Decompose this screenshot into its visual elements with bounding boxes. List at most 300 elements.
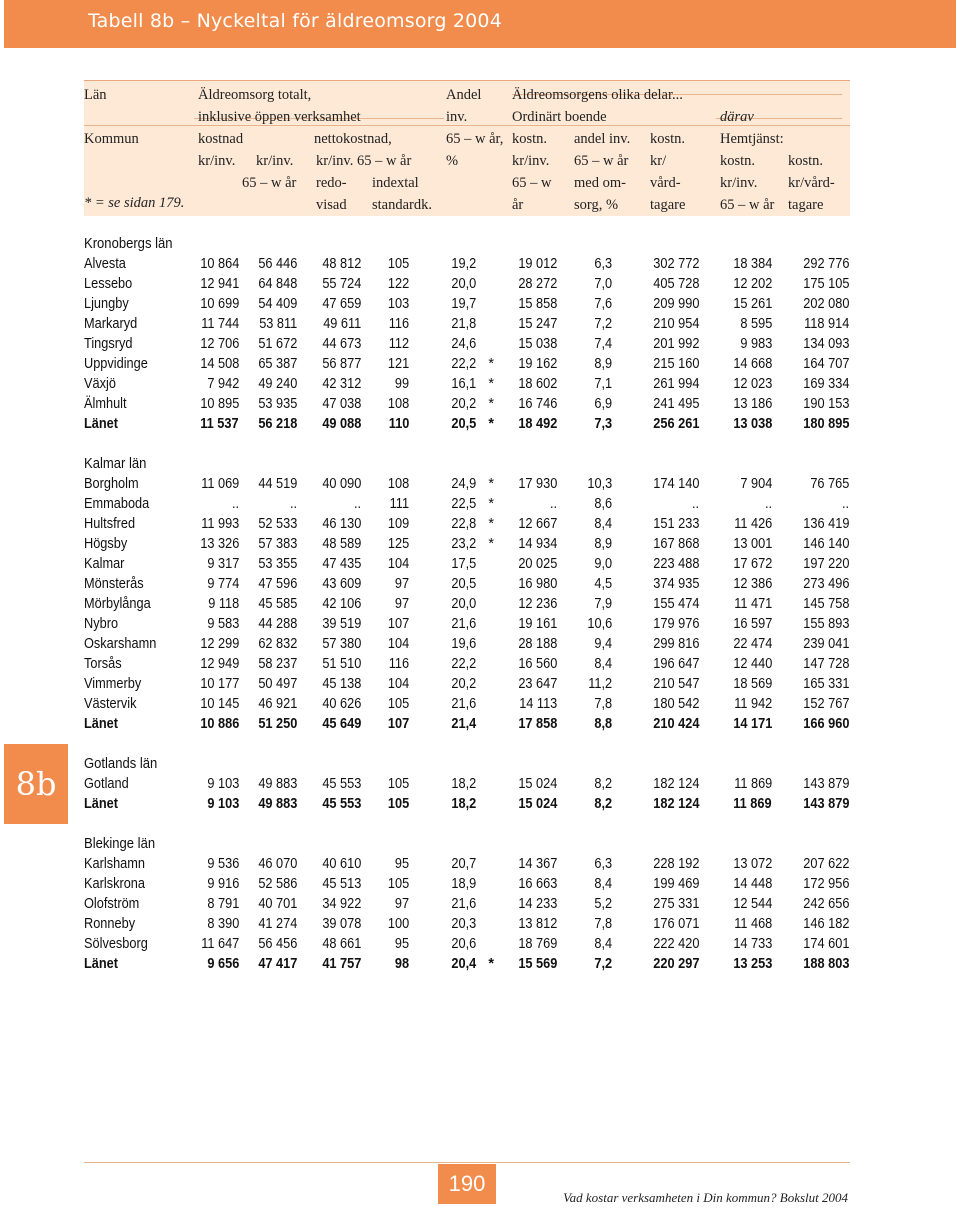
- cell-value: 143 879: [802, 796, 849, 812]
- header-kostn-4: kostn.: [788, 153, 824, 169]
- cell-value: 11 993: [200, 516, 239, 532]
- cell-value: 10 145: [199, 696, 239, 712]
- cell-value: 8,9: [594, 356, 612, 372]
- header-kr-inv-2: kr/inv.: [256, 153, 294, 169]
- cell-value: 45 553: [321, 796, 361, 812]
- cell-value: 10 177: [199, 676, 239, 692]
- kommun-name: Länet: [84, 956, 119, 972]
- cell-value: 51 510: [321, 656, 361, 672]
- cell-value: 116: [388, 316, 409, 332]
- cell-value: 40 090: [321, 476, 361, 492]
- cell-value: 14 233: [517, 896, 557, 912]
- region-title: Kronobergs län: [84, 236, 173, 252]
- cell-value: 182 124: [652, 776, 699, 792]
- kommun-name: Kalmar: [84, 556, 125, 572]
- cell-value: 19 162: [517, 356, 557, 372]
- cell-value: 165 331: [802, 676, 849, 692]
- kommun-name: Nybro: [84, 616, 119, 632]
- cell-value: 49 883: [257, 776, 297, 792]
- cell-value: 105: [387, 796, 409, 812]
- header-kostnad: kostnad: [198, 131, 244, 147]
- cell-value: 8,6: [594, 496, 612, 512]
- footer-text: Vad kostar verksamheten i Din kommun? Bokslut 2004: [563, 1190, 848, 1205]
- cell-value: 12 941: [199, 276, 239, 292]
- cell-value: 9 118: [208, 596, 239, 612]
- cell-value: 8,2: [594, 776, 612, 792]
- cell-value: 57 383: [257, 536, 297, 552]
- cell-value: 22,2: [451, 656, 476, 672]
- cell-value: 7 942: [207, 376, 239, 392]
- cell-value: 174 140: [652, 476, 699, 492]
- cell-value: 47 038: [321, 396, 361, 412]
- cell-value: 146 140: [802, 536, 849, 552]
- page-title: Tabell 8b – Nyckeltal för äldreomsorg 2004: [88, 10, 503, 32]
- cell-value: 103: [387, 296, 409, 312]
- header-tagare-1: tagare: [650, 197, 686, 213]
- kommun-name: Oskarshamn: [84, 636, 157, 652]
- cell-value: 201 992: [652, 336, 699, 352]
- cell-value: 18,2: [451, 796, 476, 812]
- cell-value: 405 728: [652, 276, 699, 292]
- cell-value: 145 758: [802, 596, 849, 612]
- kommun-name: Lessebo: [84, 276, 133, 292]
- cell-value: 9 656: [207, 956, 239, 972]
- cell-value: 18 384: [732, 256, 772, 272]
- cell-value: 42 106: [321, 596, 361, 612]
- cell-value: 22,5: [451, 496, 476, 512]
- section-tab: 8b: [4, 744, 68, 824]
- cell-value: ..: [841, 496, 849, 512]
- cell-value: 12 236: [517, 596, 557, 612]
- cell-value: 23,2: [451, 536, 476, 552]
- header-aldreomsorg-totalt: Äldreomsorg totalt,: [198, 87, 312, 103]
- cell-value: 10 864: [199, 256, 239, 272]
- cell-value: 12 949: [199, 656, 239, 672]
- table-row: [84, 376, 854, 396]
- cell-value: 24,9: [451, 476, 476, 492]
- cell-value: 155 893: [802, 616, 849, 632]
- header-kostn-3: kostn.: [720, 153, 756, 169]
- cell-value: 14 448: [732, 876, 772, 892]
- header-darav: därav: [720, 109, 754, 125]
- header-visad: visad: [316, 197, 347, 213]
- cell-value: 8 791: [207, 896, 239, 912]
- cell-value: 209 990: [652, 296, 699, 312]
- cell-value: 143 879: [802, 776, 849, 792]
- cell-value: 164 707: [802, 356, 849, 372]
- cell-value: 7,2: [594, 316, 612, 332]
- header-redo: redo-: [316, 175, 347, 191]
- cell-value: 11 647: [200, 936, 239, 952]
- cell-value: 22,2: [451, 356, 476, 372]
- table-row: [84, 576, 854, 596]
- cell-value: 42 312: [321, 376, 361, 392]
- cell-value: 22,8: [451, 516, 476, 532]
- cell-value: 105: [387, 696, 409, 712]
- cell-value: 122: [387, 276, 409, 292]
- footnote-marker: *: [488, 416, 494, 432]
- cell-value: 17 930: [517, 476, 557, 492]
- cell-value: 108: [387, 396, 409, 412]
- cell-value: 155 474: [652, 596, 699, 612]
- header-hemtjanst: Hemtjänst:: [720, 131, 784, 147]
- cell-value: 23 647: [517, 676, 557, 692]
- cell-value: 56 446: [257, 256, 297, 272]
- cell-value: ..: [549, 496, 557, 512]
- cell-value: 98: [394, 956, 409, 972]
- cell-value: 6,9: [594, 396, 612, 412]
- cell-value: 99: [394, 376, 409, 392]
- cell-value: 19 012: [517, 256, 557, 272]
- cell-value: 8,4: [594, 656, 612, 672]
- footnote-marker: *: [488, 476, 494, 492]
- cell-value: 180 895: [802, 416, 849, 432]
- cell-value: 8 595: [740, 316, 772, 332]
- table-row: [84, 616, 854, 636]
- cell-value: 11 069: [200, 476, 239, 492]
- cell-value: 40 610: [321, 856, 361, 872]
- table-row: [84, 916, 854, 936]
- cell-value: 20,5: [451, 416, 476, 432]
- cell-value: 8,4: [594, 516, 612, 532]
- cell-value: 12 440: [732, 656, 772, 672]
- kommun-name: Markaryd: [84, 316, 138, 332]
- table-row: [84, 256, 854, 276]
- cell-value: 239 041: [802, 636, 849, 652]
- cell-value: 13 812: [517, 916, 557, 932]
- cell-value: 176 071: [652, 916, 699, 932]
- cell-value: 43 609: [321, 576, 361, 592]
- cell-value: 10 886: [199, 716, 239, 732]
- cell-value: 39 519: [321, 616, 361, 632]
- cell-value: 44 673: [321, 336, 361, 352]
- cell-value: 46 130: [321, 516, 361, 532]
- table-row: [84, 876, 854, 896]
- cell-value: 12 202: [732, 276, 772, 292]
- cell-value: 15 569: [517, 956, 557, 972]
- cell-value: ..: [691, 496, 699, 512]
- cell-value: 40 626: [321, 696, 361, 712]
- cell-value: 166 960: [802, 716, 849, 732]
- cell-value: 7,8: [594, 696, 612, 712]
- cell-value: 14 668: [732, 356, 772, 372]
- cell-value: 9 983: [740, 336, 772, 352]
- cell-value: 20,3: [451, 916, 476, 932]
- table-row: [84, 476, 854, 496]
- cell-value: 65 387: [257, 356, 297, 372]
- header-65w-ar-3: 65 – w år: [720, 197, 775, 213]
- kommun-name: Tingsryd: [84, 336, 133, 352]
- cell-value: 11 869: [733, 796, 772, 812]
- cell-value: 19,6: [451, 636, 476, 652]
- cell-value: 172 956: [802, 876, 849, 892]
- cell-value: 47 659: [321, 296, 361, 312]
- cell-value: 13 326: [199, 536, 239, 552]
- cell-value: 49 240: [257, 376, 297, 392]
- header-andel-inv: andel inv.: [574, 131, 631, 147]
- table-row: [84, 336, 854, 356]
- footnote-marker: *: [488, 396, 494, 412]
- cell-value: 107: [387, 716, 409, 732]
- cell-value: 18 769: [517, 936, 557, 952]
- cell-value: 7,2: [594, 956, 612, 972]
- cell-value: 15 261: [732, 296, 772, 312]
- cell-value: 9 916: [207, 876, 239, 892]
- header-65w-ar: 65 – w år,: [446, 131, 504, 147]
- cell-value: 174 601: [802, 936, 849, 952]
- kommun-name: Älmhult: [84, 396, 127, 412]
- cell-value: 11 471: [733, 596, 772, 612]
- cell-value: 261 994: [652, 376, 699, 392]
- cell-value: 58 237: [257, 656, 297, 672]
- header-kr-slash: kr/: [650, 153, 667, 169]
- cell-value: 16 560: [517, 656, 557, 672]
- cell-value: 19,7: [451, 296, 476, 312]
- cell-value: 12 667: [517, 516, 557, 532]
- cell-value: 8,8: [594, 716, 612, 732]
- cell-value: 210 424: [652, 716, 699, 732]
- cell-value: 15 024: [517, 776, 557, 792]
- cell-value: 45 513: [321, 876, 361, 892]
- cell-value: 256 261: [652, 416, 699, 432]
- cell-value: 21,4: [451, 716, 476, 732]
- cell-value: ..: [353, 496, 361, 512]
- cell-value: 134 093: [802, 336, 849, 352]
- cell-value: 118 914: [803, 316, 849, 332]
- table-row: [84, 496, 854, 516]
- cell-value: 15 024: [517, 796, 557, 812]
- cell-value: 20 025: [517, 556, 557, 572]
- footnote-marker: *: [488, 356, 494, 372]
- cell-value: 8 390: [207, 916, 239, 932]
- cell-value: ..: [289, 496, 297, 512]
- cell-value: 180 542: [652, 696, 699, 712]
- cell-value: 45 585: [257, 596, 297, 612]
- cell-value: 52 533: [257, 516, 297, 532]
- table-row: [84, 776, 854, 796]
- cell-value: 7,1: [594, 376, 612, 392]
- header-kr-inv-3: kr/inv. 65 – w år: [316, 153, 412, 169]
- header-65w-1: 65 – w år: [242, 175, 297, 191]
- kommun-name: Länet: [84, 416, 119, 432]
- cell-value: 7,6: [594, 296, 612, 312]
- kommun-name: Alvesta: [84, 256, 126, 272]
- cell-value: 152 767: [802, 696, 849, 712]
- cell-value: ..: [231, 496, 239, 512]
- header-standardk: standardk.: [372, 197, 432, 213]
- cell-value: 21,6: [451, 616, 476, 632]
- table-row: [84, 296, 854, 316]
- cell-value: 53 935: [257, 396, 297, 412]
- cell-value: 8,2: [594, 796, 612, 812]
- cell-value: 46 070: [257, 856, 297, 872]
- header-footnote: * = se sidan 179.: [84, 195, 185, 211]
- header-65w-ar-2: 65 – w år: [574, 153, 629, 169]
- cell-value: 48 661: [321, 936, 361, 952]
- cell-value: 48 589: [321, 536, 361, 552]
- cell-value: 12 023: [732, 376, 772, 392]
- table-row: [84, 896, 854, 916]
- table-row: [84, 516, 854, 536]
- bottom-divider: [84, 1162, 850, 1163]
- table-row: [84, 276, 854, 296]
- cell-value: 202 080: [802, 296, 849, 312]
- cell-value: 223 488: [652, 556, 699, 572]
- table-row: [84, 536, 854, 556]
- cell-value: 55 724: [321, 276, 361, 292]
- cell-value: 108: [387, 476, 409, 492]
- kommun-name: Mönsterås: [84, 576, 144, 592]
- cell-value: 20,2: [451, 396, 476, 412]
- cell-value: 17,5: [451, 556, 476, 572]
- cell-value: 41 274: [257, 916, 297, 932]
- cell-value: 17 858: [517, 716, 557, 732]
- cell-value: 6,3: [594, 256, 612, 272]
- cell-value: 15 858: [517, 296, 557, 312]
- cell-value: 197 220: [802, 556, 849, 572]
- cell-value: 9 103: [207, 796, 239, 812]
- cell-value: 196 647: [652, 656, 699, 672]
- cell-value: 275 331: [652, 896, 699, 912]
- kommun-name: Västervik: [84, 696, 137, 712]
- cell-value: 105: [387, 776, 409, 792]
- header-tagare-2: tagare: [788, 197, 824, 213]
- cell-value: 10 895: [199, 396, 239, 412]
- cell-value: 116: [388, 656, 409, 672]
- cell-value: 169 334: [802, 376, 849, 392]
- cell-value: 105: [387, 876, 409, 892]
- cell-value: 9,4: [594, 636, 612, 652]
- cell-value: 125: [387, 536, 409, 552]
- cell-value: 7,9: [594, 596, 612, 612]
- cell-value: 21,6: [451, 696, 476, 712]
- cell-value: 56 218: [257, 416, 297, 432]
- cell-value: 56 877: [321, 356, 361, 372]
- cell-value: 48 812: [321, 256, 361, 272]
- cell-value: 107: [387, 616, 409, 632]
- cell-value: 10,6: [587, 616, 612, 632]
- cell-value: 49 883: [257, 796, 297, 812]
- cell-value: 14 171: [732, 716, 772, 732]
- cell-value: 47 596: [257, 576, 297, 592]
- table-row: [84, 396, 854, 416]
- cell-value: 40 701: [257, 896, 297, 912]
- page-number: 190: [438, 1164, 496, 1204]
- cell-value: 8,4: [594, 936, 612, 952]
- cell-value: ..: [764, 496, 772, 512]
- cell-value: 24,6: [451, 336, 476, 352]
- kommun-name: Uppvidinge: [84, 356, 148, 372]
- cell-value: 12 386: [732, 576, 772, 592]
- cell-value: 302 772: [652, 256, 699, 272]
- cell-value: 8,4: [594, 876, 612, 892]
- cell-value: 7,4: [594, 336, 612, 352]
- cell-value: 16,1: [451, 376, 476, 392]
- kommun-name: Karlshamn: [84, 856, 145, 872]
- table-row: [84, 316, 854, 336]
- cell-value: 111: [389, 496, 409, 512]
- cell-value: 97: [394, 596, 409, 612]
- cell-value: 19,2: [451, 256, 476, 272]
- kommun-name: Karlskrona: [84, 876, 145, 892]
- cell-value: 11 869: [733, 776, 772, 792]
- header-andel: Andel: [446, 87, 482, 103]
- footnote-marker: *: [488, 536, 494, 552]
- table-header: [84, 80, 850, 216]
- cell-value: 18 569: [732, 676, 772, 692]
- cell-value: 13 038: [732, 416, 772, 432]
- cell-value: 16 663: [517, 876, 557, 892]
- cell-value: 97: [394, 576, 409, 592]
- region-title: Gotlands län: [84, 756, 158, 772]
- cell-value: 241 495: [652, 396, 699, 412]
- cell-value: 10 699: [199, 296, 239, 312]
- kommun-name: Länet: [84, 796, 119, 812]
- cell-value: 228 192: [652, 856, 699, 872]
- cell-value: 18 492: [517, 416, 557, 432]
- cell-value: 11,2: [588, 676, 612, 692]
- cell-value: 28 188: [517, 636, 557, 652]
- cell-value: 47 435: [321, 556, 361, 572]
- header-med-om: med om-: [574, 175, 626, 191]
- header-kr-vard: kr/vård-: [788, 175, 835, 191]
- cell-value: 13 001: [732, 536, 772, 552]
- cell-value: 20,7: [451, 856, 476, 872]
- cell-value: 12 544: [732, 896, 772, 912]
- cell-value: 9,0: [594, 556, 612, 572]
- cell-value: 54 409: [257, 296, 297, 312]
- cell-value: 299 816: [652, 636, 699, 652]
- header-ordinart-boende: Ordinärt boende: [512, 109, 607, 125]
- cell-value: 34 922: [321, 896, 361, 912]
- cell-value: 11 426: [733, 516, 772, 532]
- kommun-name: Högsby: [84, 536, 128, 552]
- cell-value: 222 420: [652, 936, 699, 952]
- cell-value: 50 497: [257, 676, 297, 692]
- table-row-total: [84, 956, 854, 976]
- table-row: [84, 696, 854, 716]
- cell-value: 188 803: [802, 956, 849, 972]
- cell-value: 10,3: [587, 476, 612, 492]
- header-kommun: Kommun: [84, 131, 139, 147]
- kommun-name: Växjö: [84, 376, 116, 392]
- cell-value: 4,5: [594, 576, 612, 592]
- table-row: [84, 936, 854, 956]
- cell-value: 52 586: [257, 876, 297, 892]
- cell-value: 20,0: [451, 276, 476, 292]
- cell-value: 175 105: [802, 276, 849, 292]
- table-row: [84, 856, 854, 876]
- cell-value: 16 980: [517, 576, 557, 592]
- header-kr-inv-1: kr/inv.: [198, 153, 236, 169]
- cell-value: 15 038: [517, 336, 557, 352]
- cell-value: 57 380: [321, 636, 361, 652]
- cell-value: 14 934: [517, 536, 557, 552]
- table-row: [84, 356, 854, 376]
- cell-value: 20,4: [451, 956, 476, 972]
- cell-value: 20,2: [451, 676, 476, 692]
- region-title: Kalmar län: [84, 456, 147, 472]
- cell-value: 95: [394, 856, 409, 872]
- kommun-name: Borgholm: [84, 476, 139, 492]
- table-row: [84, 596, 854, 616]
- cell-value: 16 746: [517, 396, 557, 412]
- cell-value: 136 419: [802, 516, 849, 532]
- cell-value: 62 832: [257, 636, 297, 652]
- cell-value: 28 272: [517, 276, 557, 292]
- cell-value: 49 611: [322, 316, 361, 332]
- cell-value: 76 765: [809, 476, 849, 492]
